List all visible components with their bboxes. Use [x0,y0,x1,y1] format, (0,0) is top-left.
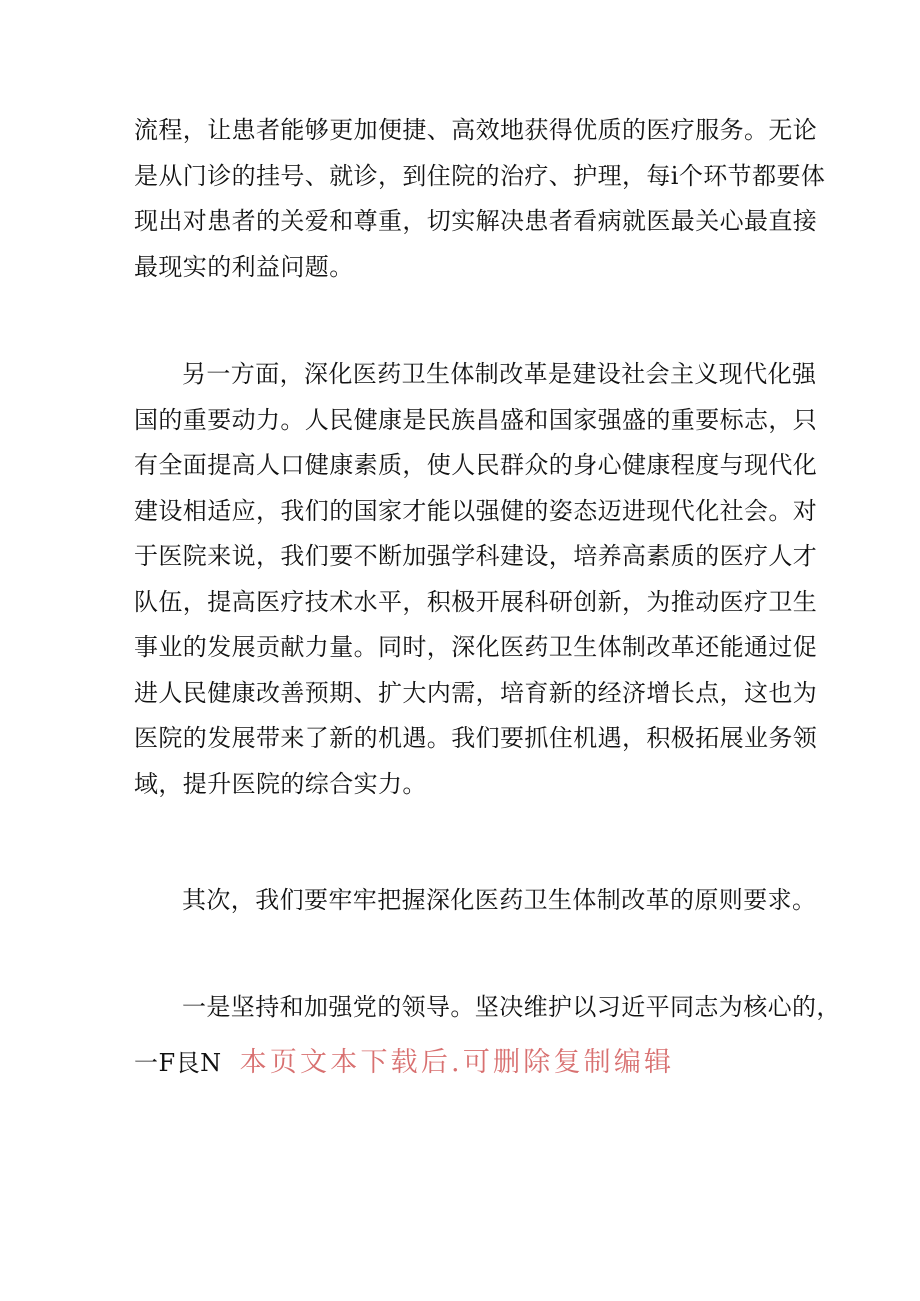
download-note: 本页文本下载后.可删除复制编辑 [239,1047,675,1078]
text-line: 其次，我们要牢牢把握深化医药卫生体制改革的原则要求。 [182,886,817,914]
text-line: 流程，让患者能够更加便捷、高效地获得优质的医疗服务。无论 [134,116,818,144]
text-line: 一是坚持和加强党的领导。坚决维护以习近平同志为核心的， [182,993,841,1021]
text-line: 进人民健康改善预期、扩大内需，培育新的经济增长点，这也为 [134,678,818,707]
text-line: 现出对患者的关爱和尊重，切实解决患者看病就医最关心最直接 [134,207,818,235]
paragraph-4 [134,985,841,1031]
text-line: 有全面提高人口健康素质，使人民群众的身心健康程度与现代化 [134,451,818,479]
text-line: 于医院来说，我们要不断加强学科建设，培养高素质的医疗人才 [134,542,818,570]
paragraph-2 [134,352,824,807]
text-line: 医院的发展带来了新的机遇。我们要抓住机遇，积极拓展业务领 [134,724,818,752]
text-line: 事业的发展贡献力量。同时，深化医药卫生体制改革还能通过促 [134,633,818,661]
text-line: 域，提升医院的综合实力。 [134,769,427,798]
text-line: 建设相适应，我们的国家才能以强健的姿态迈进现代化社会。对 [134,496,818,525]
paragraph-3 [134,878,824,924]
paragraph-1 [134,108,824,290]
text-line: 队伍，提高医疗技术水平，积极开展科研创新，为推动医疗卫生 [134,587,818,616]
footer-line [134,1040,674,1086]
text-line: 最现实的利益问题。 [134,252,354,281]
text-line: 另一方面，深化医药卫生体制改革是建设社会主义现代化强 [182,360,817,388]
text-line: 国的重要动力。人民健康是民族昌盛和国家强盛的重要标志，只 [134,405,818,434]
truncated-text: 一F艮N [134,1049,222,1077]
text-line: 是从门诊的挂号、就诊，到住院的治疗、护理，每i个环节都要体 [134,161,826,190]
